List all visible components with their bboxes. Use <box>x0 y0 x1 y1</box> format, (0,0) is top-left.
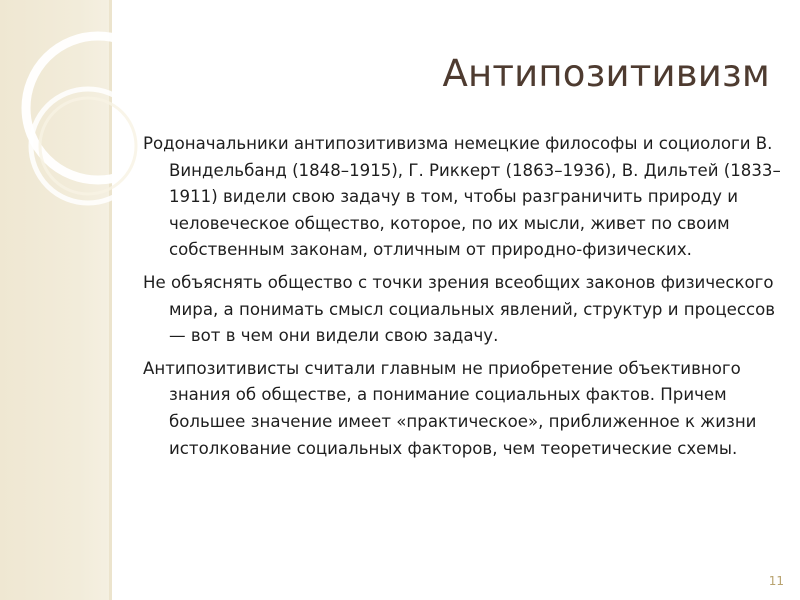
slide-title: Антипозитивизм <box>442 52 770 95</box>
paragraph-founders: Родоначальники антипозитивизма немецкие философы и социологи В. Виндельбанд (1848–1915), Г. Риккерт (1863–1936), В. Дильтей (1833–1911) видели свою задачу в том, чтобы разграничить природу и человеческое общество, которое, по их мысли, живет по своим собственным законам, отличным от природно-физических. <box>143 134 781 260</box>
paragraph-understanding: Не объяснять общество с точки зрения всеобщих законов физического мира, а понимать смысл социальных явлений, структур и процессов — вот в чем они видели свою задачу. <box>143 272 776 346</box>
slide-body <box>143 131 783 468</box>
page-number: 11 <box>768 574 784 588</box>
decorative-ring-small <box>31 89 145 203</box>
paragraph-antipositivists: Антипозитивисты считали главным не приобретение объективного знания об обществе, а понимание социальных фактов. Причем большее значение имеет «практическое», приближенное к жизни истолкование социальных факторов, чем теоретические схемы. <box>143 358 757 458</box>
